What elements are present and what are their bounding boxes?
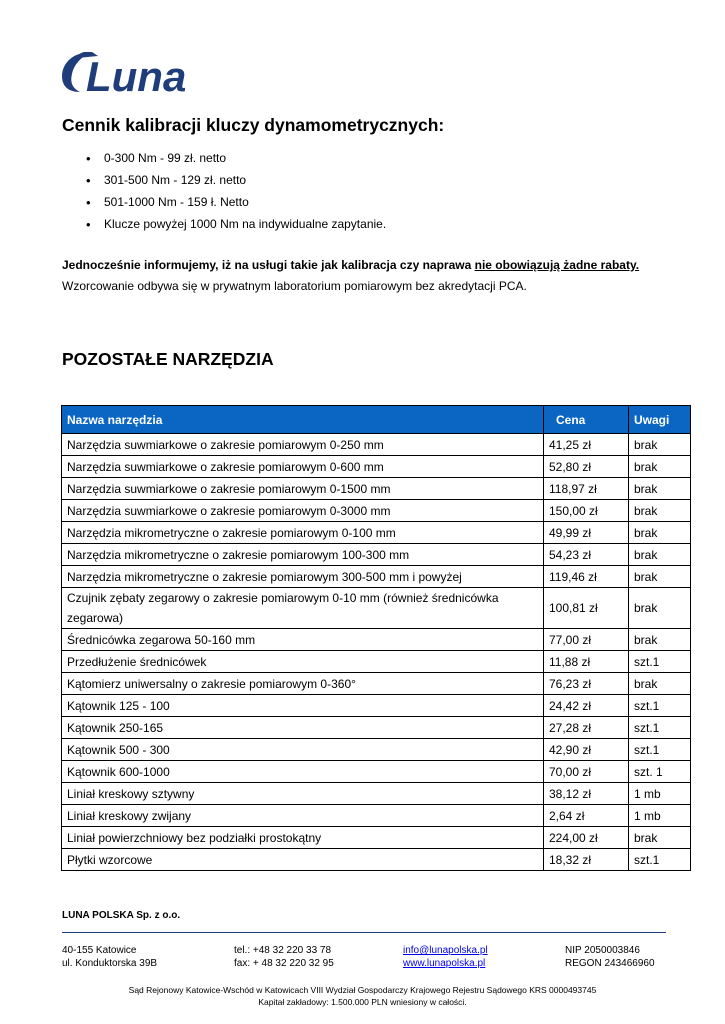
table-row <box>62 456 691 478</box>
cell-notes: szt.1 <box>629 717 691 739</box>
cell-name: Kątownik 500 - 300 <box>62 739 544 761</box>
cell-price: 41,25 zł <box>544 434 629 456</box>
list-item: • Klucze powyżej 1000 Nm na indywidualne zapytanie. <box>82 216 386 238</box>
cell-price: 76,23 zł <box>544 673 629 695</box>
footer-divider <box>62 932 666 933</box>
cell-notes: brak <box>629 629 691 651</box>
email-link[interactable]: info@lunapolska.pl <box>403 945 488 956</box>
cell-notes: brak <box>629 673 691 695</box>
accreditation-note: Wzorcowanie odbywa się w prywatnym laboratorium pomiarowym bez akredytacji PCA. <box>62 279 527 293</box>
table-row <box>62 673 691 695</box>
cell-price: 24,42 zł <box>544 695 629 717</box>
fax-text: fax: + 48 32 220 32 95 <box>234 958 334 969</box>
cell-price: 70,00 zł <box>544 761 629 783</box>
footer-contact <box>403 944 488 970</box>
header-notes: Uwagi <box>629 406 691 434</box>
cell-name: Liniał kreskowy zwijany <box>62 805 544 827</box>
cell-name: Kątownik 125 - 100 <box>62 695 544 717</box>
cell-notes: szt.1 <box>629 849 691 871</box>
cell-price: 150,00 zł <box>544 500 629 522</box>
cell-name: Narzędzia mikrometryczne o zakresie pomiarowym 100-300 mm <box>62 544 544 566</box>
table-row <box>62 761 691 783</box>
table-row <box>62 544 691 566</box>
phone-text: tel.: +48 32 220 33 78 <box>234 945 332 956</box>
cell-name: Liniał kreskowy sztywny <box>62 783 544 805</box>
cell-notes: brak <box>629 500 691 522</box>
header-name: Nazwa narzędzia <box>62 406 544 434</box>
cell-price: 42,90 zł <box>544 739 629 761</box>
table-row <box>62 629 691 651</box>
cell-name: Liniał powierzchniowy bez podziałki prostokątny <box>62 827 544 849</box>
table-row <box>62 588 691 629</box>
luna-logo-graphic <box>62 50 204 94</box>
cell-notes: szt. 1 <box>629 761 691 783</box>
cell-price: 2,64 zł <box>544 805 629 827</box>
legal-line: Kapitał zakładowy: 1.500.000 PLN wniesiony w całości. <box>258 997 467 1007</box>
cell-notes: brak <box>629 544 691 566</box>
luna-logo <box>62 50 204 94</box>
cell-notes: szt.1 <box>629 739 691 761</box>
cell-name: Czujnik zębaty zegarowy o zakresie pomiarowym 0-10 mm (również średnicówka zegarowa) <box>62 588 544 629</box>
cell-name: Kątomierz uniwersalny o zakresie pomiarowym 0-360° <box>62 673 544 695</box>
header-price: Cena <box>544 406 629 434</box>
cell-notes: szt.1 <box>629 651 691 673</box>
cell-name: Przedłużenie średnicówek <box>62 651 544 673</box>
notice-underlined: nie obowiązują żadne rabaty. <box>474 258 640 272</box>
cell-name: Narzędzia mikrometryczne o zakresie pomiarowym 300-500 mm i powyżej <box>62 566 544 588</box>
table-row <box>62 522 691 544</box>
cell-name: Płytki wzorcowe <box>62 849 544 871</box>
table-row <box>62 695 691 717</box>
cell-price: 118,97 zł <box>544 478 629 500</box>
cell-name: Narzędzia suwmiarkowe o zakresie pomiarowym 0-250 mm <box>62 434 544 456</box>
cell-price: 27,28 zł <box>544 717 629 739</box>
address-line: 40-155 Katowice <box>62 945 137 956</box>
table-row <box>62 717 691 739</box>
logo-text: Luna <box>86 53 187 94</box>
cell-notes: brak <box>629 827 691 849</box>
other-tools-heading: POZOSTAŁE NARZĘDZIA <box>62 349 274 369</box>
company-name: LUNA POLSKA Sp. z o.o. <box>62 910 181 921</box>
calibration-heading: Cennik kalibracji kluczy dynamometrycznych: <box>62 115 445 135</box>
table-row <box>62 651 691 673</box>
cell-price: 38,12 zł <box>544 783 629 805</box>
footer-phone <box>234 944 334 970</box>
cell-name: Średnicówka zegarowa 50-160 mm <box>62 629 544 651</box>
notice-text: Jednocześnie informujemy, iż na usługi takie jak kalibracja czy naprawa <box>62 258 475 272</box>
cell-price: 49,99 zł <box>544 522 629 544</box>
cell-name: Narzędzia suwmiarkowe o zakresie pomiarowym 0-600 mm <box>62 456 544 478</box>
cell-price: 52,80 zł <box>544 456 629 478</box>
table-row <box>62 805 691 827</box>
table-row <box>62 849 691 871</box>
cell-notes: szt.1 <box>629 695 691 717</box>
list-item: • 0-300 Nm - 99 zł. netto <box>82 150 386 172</box>
cell-price: 100,81 zł <box>544 588 629 629</box>
cell-price: 18,32 zł <box>544 849 629 871</box>
tools-price-table <box>61 405 691 871</box>
table-header-row <box>62 406 691 434</box>
cell-price: 77,00 zł <box>544 629 629 651</box>
legal-info <box>0 984 725 1008</box>
calibration-price-list <box>82 150 386 238</box>
cell-name: Kątownik 600-1000 <box>62 761 544 783</box>
cell-price: 224,00 zł <box>544 827 629 849</box>
cell-name: Narzędzia suwmiarkowe o zakresie pomiarowym 0-3000 mm <box>62 500 544 522</box>
cell-notes: brak <box>629 478 691 500</box>
cell-notes: brak <box>629 566 691 588</box>
table-row <box>62 827 691 849</box>
address-line: ul. Konduktorska 39B <box>62 958 158 969</box>
cell-notes: brak <box>629 522 691 544</box>
table-row <box>62 478 691 500</box>
cell-notes: brak <box>629 588 691 629</box>
cell-name: Narzędzia suwmiarkowe o zakresie pomiarowym 0-1500 mm <box>62 478 544 500</box>
cell-notes: 1 mb <box>629 783 691 805</box>
list-item: • 301-500 Nm - 129 zł. netto <box>82 172 386 194</box>
legal-line: Sąd Rejonowy Katowice-Wschód w Katowicach VIII Wydział Gospodarczy Krajowego Rejestru Sądowego KRS 0000493745 <box>128 985 597 995</box>
footer-registration <box>565 944 655 970</box>
cell-notes: brak <box>629 456 691 478</box>
nip-text: NIP 2050003846 <box>565 945 640 956</box>
cell-name: Narzędzia mikrometryczne o zakresie pomiarowym 0-100 mm <box>62 522 544 544</box>
table-row <box>62 566 691 588</box>
table-row <box>62 434 691 456</box>
cell-notes: brak <box>629 434 691 456</box>
table-row <box>62 500 691 522</box>
cell-price: 54,23 zł <box>544 544 629 566</box>
footer-address <box>62 944 157 970</box>
cell-name: Kątownik 250-165 <box>62 717 544 739</box>
regon-text: REGON 243466960 <box>565 958 655 969</box>
table-row <box>62 739 691 761</box>
cell-price: 119,46 zł <box>544 566 629 588</box>
cell-notes: 1 mb <box>629 805 691 827</box>
discount-notice <box>62 258 639 272</box>
list-item: • 501-1000 Nm - 159 ł. Netto <box>82 194 386 216</box>
table-row <box>62 783 691 805</box>
website-link[interactable]: www.lunapolska.pl <box>403 958 486 969</box>
cell-price: 11,88 zł <box>544 651 629 673</box>
